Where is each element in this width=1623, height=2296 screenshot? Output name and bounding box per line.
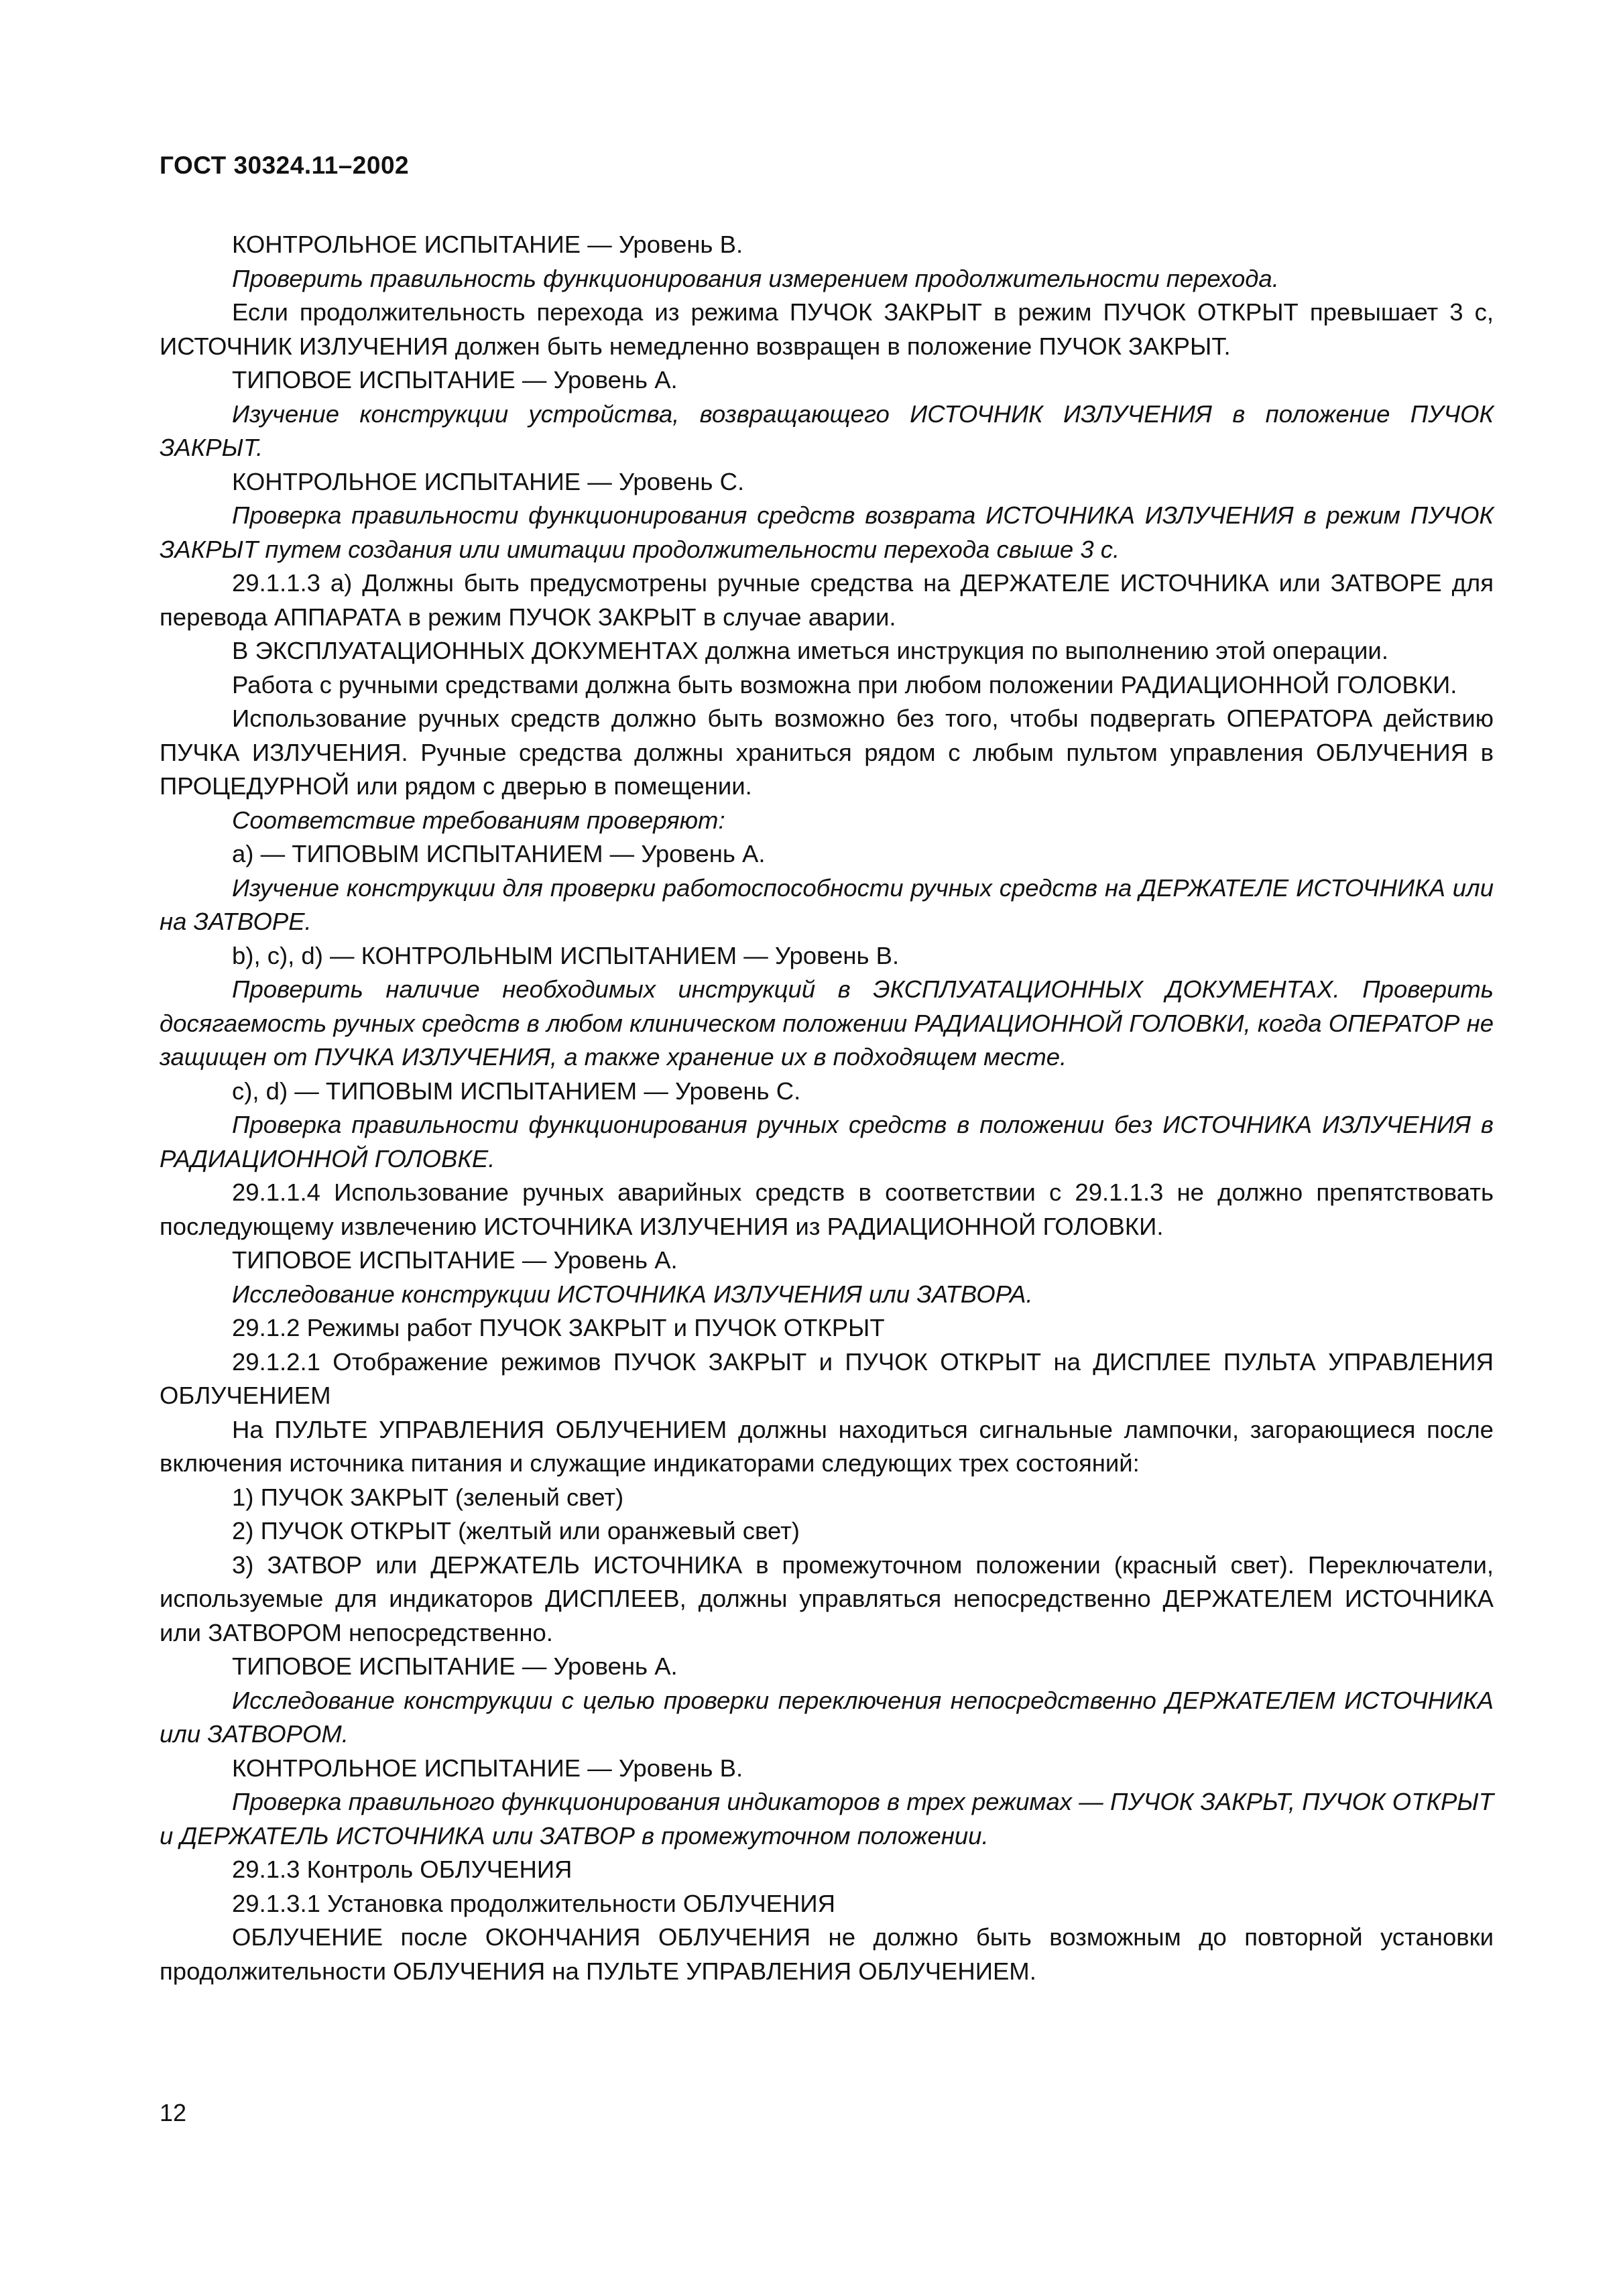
paragraph: Соответствие требованиям проверяют: bbox=[232, 806, 725, 834]
paragraph: Проверить правильность функционирования измерением продолжительности перехода. bbox=[232, 264, 1279, 292]
document-header: ГОСТ 30324.11–2002 bbox=[160, 152, 410, 179]
paragraph: КОНТРОЛЬНОЕ ИСПЫТАНИЕ — Уровень В. bbox=[232, 231, 743, 258]
paragraph: с), d) — ТИПОВЫМ ИСПЫТАНИЕМ — Уровень С. bbox=[232, 1077, 801, 1105]
paragraph: ТИПОВОЕ ИСПЫТАНИЕ — Уровень А. bbox=[232, 1246, 678, 1274]
paragraph: Проверить наличие необходимых инструкций в ЭКСПЛУАТАЦИОННЫХ ДОКУМЕНТАХ. Проверить досягаемость ручных средств в любом клиническом положении РАДИАЦИОННОЙ ГОЛОВКИ, когда ОПЕРАТОР не защищен от ПУЧКА ИЗЛУЧЕНИЯ, а также хранение их в подходящем месте. bbox=[160, 975, 1494, 1071]
paragraph: b), с), d) — КОНТРОЛЬНЫМ ИСПЫТАНИЕМ — Уровень В. bbox=[232, 941, 900, 969]
paragraph: В ЭКСПЛУАТАЦИОННЫХ ДОКУМЕНТАХ должна иметься инструкция по выполнению этой операции. bbox=[232, 637, 1388, 664]
paragraph: Проверка правильности функционирования средств возврата ИСТОЧНИКА ИЗЛУЧЕНИЯ в режим ПУЧОК ЗАКРЫТ путем создания или имитации продолжительности перехода свыше 3 с. bbox=[160, 501, 1494, 563]
list-item: 2) ПУЧОК ОТКРЫТ (желтый или оранжевый свет) bbox=[232, 1517, 800, 1545]
paragraph: КОНТРОЛЬНОЕ ИСПЫТАНИЕ — Уровень В. bbox=[232, 1754, 743, 1782]
paragraph: ТИПОВОЕ ИСПЫТАНИЕ — Уровень А. bbox=[232, 1652, 678, 1680]
section-heading: 29.1.2 Режимы работ ПУЧОК ЗАКРЫТ и ПУЧОК ОТКРЫТ bbox=[232, 1314, 885, 1341]
paragraph: Изучение конструкции устройства, возвращающего ИСТОЧНИК ИЗЛУЧЕНИЯ в положение ПУЧОК ЗАКРЫТ. bbox=[160, 400, 1494, 461]
paragraph: ОБЛУЧЕНИЕ после ОКОНЧАНИЯ ОБЛУЧЕНИЯ не должно быть возможным до повторной установки продолжительности ОБЛУЧЕНИЯ на ПУЛЬТЕ УПРАВЛЕНИЯ ОБЛУЧЕНИЕМ. bbox=[160, 1923, 1494, 1985]
paragraph: Проверка правильности функционирования ручных средств в положении без ИСТОЧНИКА ИЗЛУЧЕНИЯ в РАДИАЦИОННОЙ ГОЛОВКЕ. bbox=[160, 1111, 1494, 1172]
paragraph: ТИПОВОЕ ИСПЫТАНИЕ — Уровень А. bbox=[232, 366, 678, 394]
section-heading: 29.1.3 Контроль ОБЛУЧЕНИЯ bbox=[232, 1856, 573, 1883]
paragraph: 29.1.1.3 а) Должны быть предусмотрены ручные средства на ДЕРЖАТЕЛЕ ИСТОЧНИКА или ЗАТВОРЕ для перевода АППАРАТА в режим ПУЧОК ЗАКРЫТ в случае аварии. bbox=[160, 569, 1494, 631]
paragraph: Если продолжительность перехода из режима ПУЧОК ЗАКРЫТ в режим ПУЧОК ОТКРЫТ превышает 3 с, ИСТОЧНИК ИЗЛУЧЕНИЯ должен быть немедленно возвращен в положение ПУЧОК ЗАКРЫТ. bbox=[160, 298, 1494, 360]
document-body bbox=[160, 228, 1494, 1988]
paragraph: Исследование конструкции с целью проверки переключения непосредственно ДЕРЖАТЕЛЕМ ИСТОЧНИКА или ЗАТВОРОМ. bbox=[160, 1686, 1494, 1748]
paragraph: а) — ТИПОВЫМ ИСПЫТАНИЕМ — Уровень А. bbox=[232, 840, 766, 867]
list-item: 1) ПУЧОК ЗАКРЫТ (зеленый свет) bbox=[232, 1483, 624, 1511]
paragraph: Изучение конструкции для проверки работоспособности ручных средств на ДЕРЖАТЕЛЕ ИСТОЧНИКА или на ЗАТВОРЕ. bbox=[160, 873, 1494, 935]
paragraph: 29.1.1.4 Использование ручных аварийных средств в соответствии с 29.1.1.3 не должно препятствовать последующему извлечению ИСТОЧНИКА ИЗЛУЧЕНИЯ из РАДИАЦИОННОЙ ГОЛОВКИ. bbox=[160, 1179, 1494, 1240]
paragraph: КОНТРОЛЬНОЕ ИСПЫТАНИЕ — Уровень С. bbox=[232, 467, 745, 495]
paragraph: Исследование конструкции ИСТОЧНИКА ИЗЛУЧЕНИЯ или ЗАТВОРА. bbox=[232, 1280, 1033, 1308]
section-heading: 29.1.3.1 Установка продолжительности ОБЛУЧЕНИЯ bbox=[232, 1889, 835, 1917]
paragraph: Проверка правильного функционирования индикаторов в трех режимах — ПУЧОК ЗАКРЬТ, ПУЧОК ОТКРЫТ и ДЕРЖАТЕЛЬ ИСТОЧНИКА или ЗАТВОР в промежуточном положении. bbox=[160, 1788, 1494, 1850]
section-heading: 29.1.2.1 Отображение режимов ПУЧОК ЗАКРЫТ и ПУЧОК ОТКРЫТ на ДИСПЛЕЕ ПУЛЬТА УПРАВЛЕНИЯ ОБЛУЧЕНИЕМ bbox=[160, 1347, 1494, 1409]
paragraph: На ПУЛЬТЕ УПРАВЛЕНИЯ ОБЛУЧЕНИЕМ должны находиться сигнальные лампочки, загорающиеся после включения источника питания и служащие индикаторами следующих трех состояний: bbox=[160, 1415, 1494, 1477]
paragraph: Работа с ручными средствами должна быть возможна при любом положении РАДИАЦИОННОЙ ГОЛОВКИ. bbox=[232, 670, 1457, 699]
list-item: 3) ЗАТВОР или ДЕРЖАТЕЛЬ ИСТОЧНИКА в промежуточном положении (красный свет). Переключатели, используемые для индикаторов ДИСПЛЕЕВ, должны управляться непосредственно ДЕРЖАТЕЛЕМ ИСТОЧНИКА или ЗАТВОРОМ непосредственно. bbox=[160, 1551, 1494, 1646]
paragraph: Использование ручных средств должно быть возможно без того, чтобы подвергать ОПЕРАТОРА действию ПУЧКА ИЗЛУЧЕНИЯ. Ручные средства должны храниться рядом с любым пультом управления ОБЛУЧЕНИЯ в ПРОЦЕДУРНОЙ или рядом с дверью в помещении. bbox=[160, 705, 1494, 800]
page-number: 12 bbox=[160, 2099, 187, 2126]
